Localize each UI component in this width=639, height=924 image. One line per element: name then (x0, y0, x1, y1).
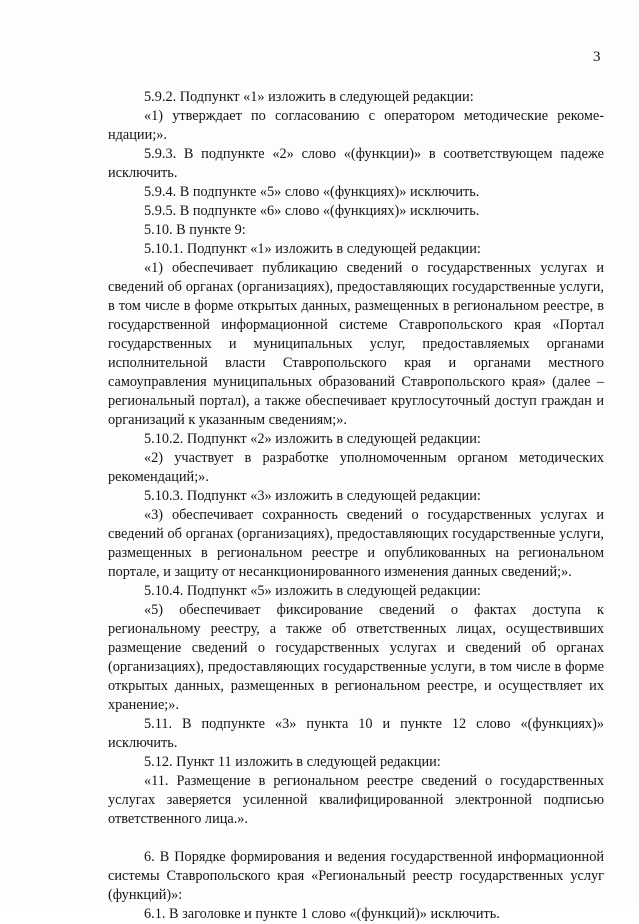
page-number: 3 (593, 49, 601, 65)
paragraph: 5.10.2. Подпункт «2» изложить в следующей редакции: (144, 431, 481, 447)
paragraph: 5.10.1. Подпункт «1» изложить в следующей редакции: (144, 241, 481, 257)
paragraph: 5.10.3. Подпункт «3» изложить в следующей редакции: (144, 488, 481, 504)
paragraph: 5.10. В пункте 9: (144, 222, 246, 238)
paragraph: «3) обеспечивает сохранность сведений о государственных услугах и сведений об органах (организациях), предоставляющих государственные услуги, размещенных в региональном реестре и опубликованных на региональном портале, и защиту от несанкционированного изменения данных сведений;». (108, 507, 604, 580)
paragraph: 5.9.3. В подпункте «2» слово «(функции)» в соответствующем падеже исключить. (108, 146, 604, 181)
paragraph: 5.11. В подпункте «3» пункта 10 и пункте 12 слово «(функциях)» исключить. (108, 716, 604, 751)
document-body (108, 88, 604, 924)
paragraph: «1) утверждает по согласованию с оператором методические рекоме-ндации;». (108, 108, 604, 143)
paragraph: 5.9.2. Подпункт «1» изложить в следующей редакции: (144, 89, 474, 105)
paragraph: «1) обеспечивает публикацию сведений о государственных услугах и сведений об органах (организациях), предоставляющих государственные услуги, в том числе в форме открытых данных, размещенных в региональном реестре, в государственной информационной системе Ставропольского края «Портал государственных и муниципальных услуг, предоставляемых органами исполнительной власти Ставропольского края и органами местного самоуправления муниципальных образований Ставропольского края» (далее – региональный портал), а также обеспечивает круглосуточный доступ граждан и организаций к указанным сведениям;». (108, 260, 604, 428)
paragraph: 6. В Порядке формирования и ведения государственной информационной системы Ставропольского края «Региональный реестр государственных услуг (функций)»: (108, 849, 604, 903)
paragraph: 5.10.4. Подпункт «5» изложить в следующей редакции: (144, 583, 481, 599)
paragraph: 6.1. В заголовке и пункте 1 слово «(функций)» исключить. (144, 906, 500, 922)
paragraph: 5.9.5. В подпункте «6» слово «(функциях)» исключить. (144, 203, 480, 219)
paragraph: 5.12. Пункт 11 изложить в следующей редакции: (144, 754, 441, 770)
paragraph: 5.9.4. В подпункте «5» слово «(функциях)» исключить. (144, 184, 480, 200)
paragraph: «11. Размещение в региональном реестре сведений о государственных услугах заверяется усиленной квалифицированной электронной подписью ответственного лица.». (108, 773, 604, 827)
paragraph: «5) обеспечивает фиксирование сведений о фактах доступа к региональному реестру, а также об ответственных лицах, осуществивших размещение сведений о государственных услугах и сведений об органах (организациях), предоставляющих государственные услуги, в том числе в форме открытых данных, размещенных в региональном реестре, и осуществляет их хранение;». (108, 602, 604, 713)
paragraph: «2) участвует в разработке уполномоченным органом методических рекомендаций;». (108, 450, 604, 485)
